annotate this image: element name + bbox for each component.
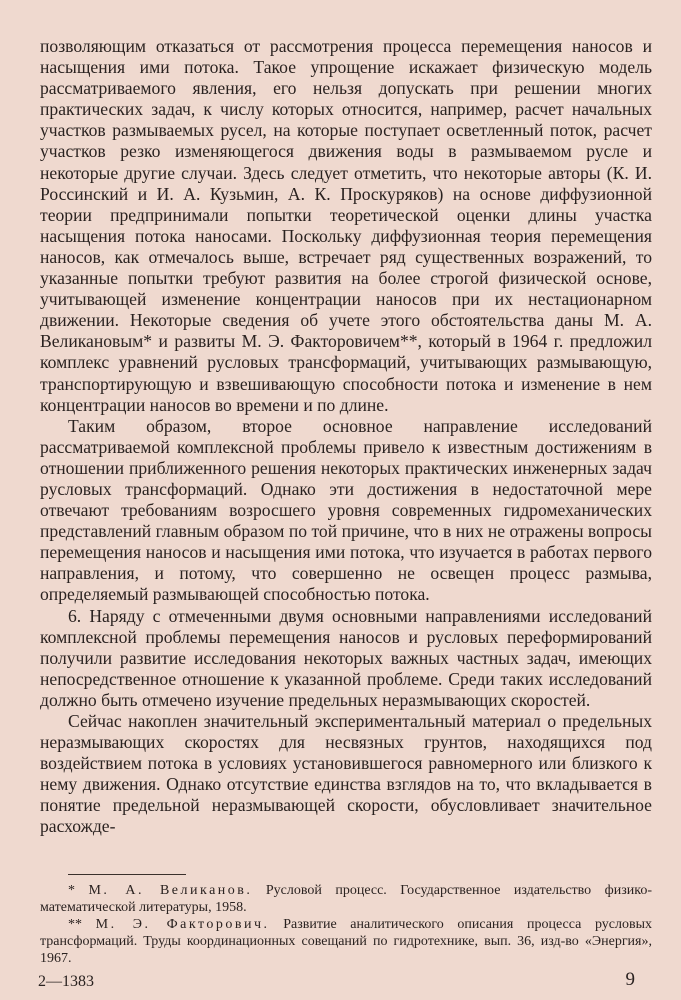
- footnote-2-author: М. Э. Факторович.: [95, 917, 270, 932]
- printer-signature: 2—1383: [38, 973, 94, 990]
- footnotes: [40, 882, 652, 967]
- paragraph-1: позволяющим отказаться от рассмотрения процесса перемещения наносов и насыщения ими потока. Такое упрощение искажает физическую модель рассматриваемого явления, его нельзя допускать при решении многих практических задач, к числу которых относится, например, расчет начальных участков размываемых русел, на которые поступает осветленный поток, расчет участков резко изменяющегося движения воды в размываемом русле и некоторые другие случаи. Здесь следует отметить, что некоторые авторы (К. И. Россинский и И. А. Кузьмин, А. К. Проскуряков) на основе диффузионной теории предпринимали попытки теоретической оценки длины участка насыщения потока наносами. Поскольку диффузионная теория перемещения наносов, как отмечалось выше, встречает ряд существенных возражений, то указанные попытки требуют развития на более строгой физической основе, учитывающей изменение концентрации наносов при их нестационарном движении. Некоторые сведения об учете этого обстоятельства даны М. А. Великановым* и развиты М. Э. Факторовичем**, который в 1964 г. предложил комплекс уравнений русловых трансформаций, учитывающих размывающую, транспортирующую и взвешивающую способности потока и изменение в нем концентрации наносов во времени и по длине.: [40, 36, 652, 415]
- footnote-2: [40, 916, 652, 967]
- footnote-2-text: Развитие аналитического описания процесса русловых трансформаций. Труды координационных совещаний по гидротехнике, вып. 36, изд-во «Энергия», 1967.: [40, 917, 653, 966]
- paragraph-3: 6. Наряду с отмеченными двумя основными направлениями исследований комплексной проблемы перемещения наносов и русловых переформирований получили развитие исследования некоторых важных частных задач, имеющих непосредственное отношение к указанной проблеме. Среди таких исследований должно быть отмечено изучение предельных неразмывающих скоростей.: [40, 605, 652, 710]
- paragraph-2: Таким образом, второе основное направление исследований рассматриваемой комплексной проблемы привело к известным достижениям в отношении приближенного решения некоторых практических инженерных задач русловых трансформаций. Однако эти достижения в недостаточной мере отвечают требованиям возросшего уровня современных гидромеханических представлений главным образом по той причине, что в них не отражены вопросы перемещения наносов и насыщения ими потока, что изучается в работах первого направления, и потому, что совершенно не освещен процесс размыва, определяемый размывающей способностью потока.: [40, 415, 652, 605]
- footnote-1: [40, 882, 652, 916]
- footnote-2-marker: **: [68, 917, 82, 932]
- footnote-rule: [68, 874, 186, 875]
- footnote-1-author: М. А. Великанов.: [88, 883, 253, 898]
- page-number: 9: [625, 969, 635, 990]
- body-text: [40, 36, 652, 838]
- footnote-1-text: Русловой процесс. Государственное издательство физико-математической литературы, 1958.: [40, 883, 652, 915]
- footnote-1-marker: *: [68, 883, 75, 898]
- paragraph-4: Сейчас накоплен значительный экспериментальный материал о предельных неразмывающих скоростях для несвязных грунтов, находящихся под воздействием потока в условиях установившегося равномерного или близкого к нему движения. Однако отсутствие единства взглядов на то, что вкладывается в понятие предельной неразмывающей скорости, обусловливает значительное расхожде-: [40, 711, 652, 837]
